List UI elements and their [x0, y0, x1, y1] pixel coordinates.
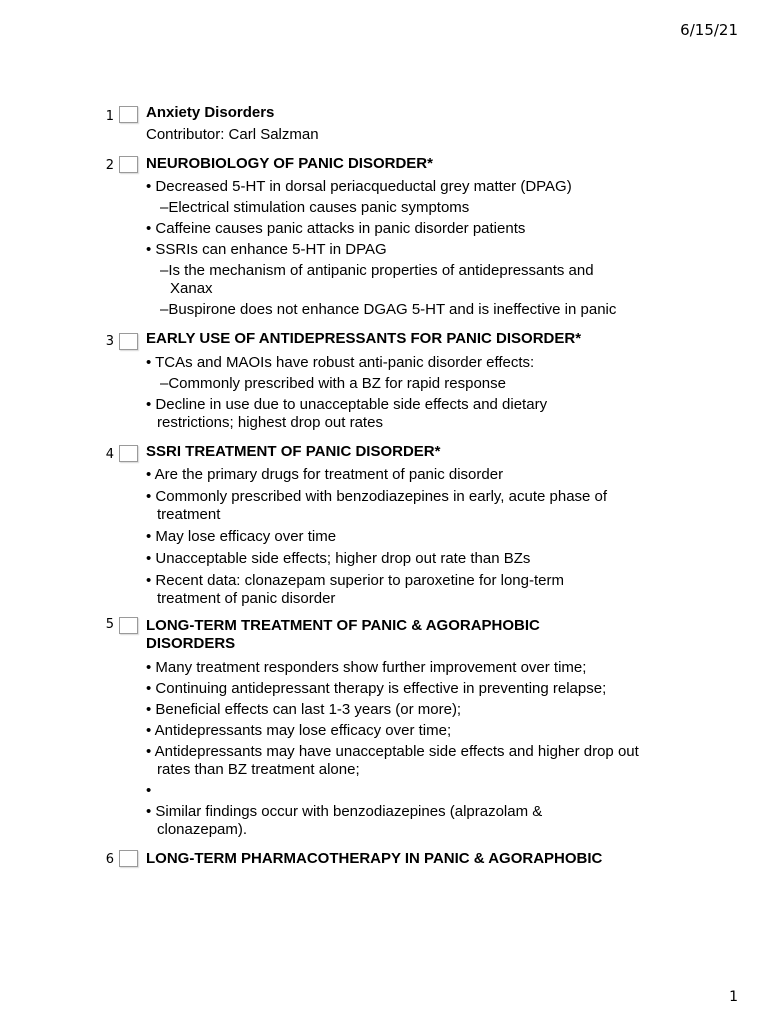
slide-number: 6	[105, 852, 114, 867]
notes-checkbox[interactable]	[119, 106, 138, 123]
slide-title: NEUROBIOLOGY OF PANIC DISORDER*	[146, 155, 433, 172]
slide-number: 2	[105, 158, 114, 173]
slide-number: 4	[105, 447, 114, 462]
notes-checkbox[interactable]	[119, 445, 138, 462]
bullet-item: • Continuing antidepressant therapy is effective in preventing relapse;	[146, 680, 607, 697]
notes-checkbox[interactable]	[119, 617, 138, 634]
sub-bullet-item: –Electrical stimulation causes panic symptoms	[160, 199, 470, 216]
slide-subtitle: Contributor: Carl Salzman	[146, 126, 319, 143]
notes-checkbox[interactable]	[119, 156, 138, 173]
bullet-item: • Recent data: clonazepam superior to paroxetine for long-term treatment of panic disorder	[146, 572, 564, 607]
slide-number: 1	[105, 109, 114, 124]
slide-number: 3	[105, 334, 114, 349]
bullet-item: • Antidepressants may have unacceptable side effects and higher drop out rates than BZ treatment alone;	[146, 743, 639, 778]
sub-bullet-item: –Is the mechanism of antipanic properties of antidepressants and Xanax	[160, 262, 594, 297]
bullet-item: • May lose efficacy over time	[146, 528, 337, 545]
bullet-item: • Caffeine causes panic attacks in panic disorder patients	[146, 220, 526, 237]
slide-content	[146, 850, 746, 868]
bullet-item: • Similar findings occur with benzodiazepines (alprazolam & clonazepam).	[146, 803, 543, 838]
bullet-item: •	[146, 782, 152, 799]
sub-bullet-item: –Commonly prescribed with a BZ for rapid response	[160, 375, 506, 392]
slide-content	[146, 155, 746, 319]
bullet-item: • SSRIs can enhance 5-HT in DPAG	[146, 241, 387, 258]
bullet-item: • Many treatment responders show further improvement over time;	[146, 659, 587, 676]
slide-title: Anxiety Disorders	[146, 104, 275, 121]
bullet-item: • Decreased 5-HT in dorsal periacqueductal grey matter (DPAG)	[146, 178, 572, 195]
bullet-item: • Antidepressants may lose efficacy over time;	[146, 722, 452, 739]
slide-content	[146, 617, 746, 839]
bullet-item: • Are the primary drugs for treatment of panic disorder	[146, 466, 504, 483]
slide-number: 5	[105, 617, 114, 632]
notes-checkbox[interactable]	[119, 850, 138, 867]
bullet-item: • TCAs and MAOIs have robust anti-panic disorder effects:	[146, 354, 535, 371]
bullet-item: • Beneficial effects can last 1-3 years (or more);	[146, 701, 462, 718]
slide-title: EARLY USE OF ANTIDEPRESSANTS FOR PANIC DISORDER*	[146, 330, 582, 347]
slide-content	[146, 104, 746, 145]
slide-content	[146, 330, 746, 432]
notes-checkbox[interactable]	[119, 333, 138, 350]
bullet-item: • Decline in use due to unacceptable side effects and dietary restrictions; highest drop out rates	[146, 396, 548, 431]
page-date: 6/15/21	[680, 21, 738, 39]
slide-title: SSRI TREATMENT OF PANIC DISORDER*	[146, 443, 441, 460]
slide-title: LONG-TERM PHARMACOTHERAPY IN PANIC & AGORAPHOBIC	[146, 850, 603, 867]
page-number: 1	[729, 989, 738, 1005]
bullet-item: • Commonly prescribed with benzodiazepines in early, acute phase of treatment	[146, 488, 608, 523]
sub-bullet-item: –Buspirone does not enhance DGAG 5-HT and is ineffective in panic	[160, 301, 617, 318]
bullet-item: • Unacceptable side effects; higher drop out rate than BZs	[146, 550, 531, 567]
slide-title: LONG-TERM TREATMENT OF PANIC & AGORAPHOBIC DISORDERS	[146, 617, 540, 652]
slide-content	[146, 443, 746, 608]
